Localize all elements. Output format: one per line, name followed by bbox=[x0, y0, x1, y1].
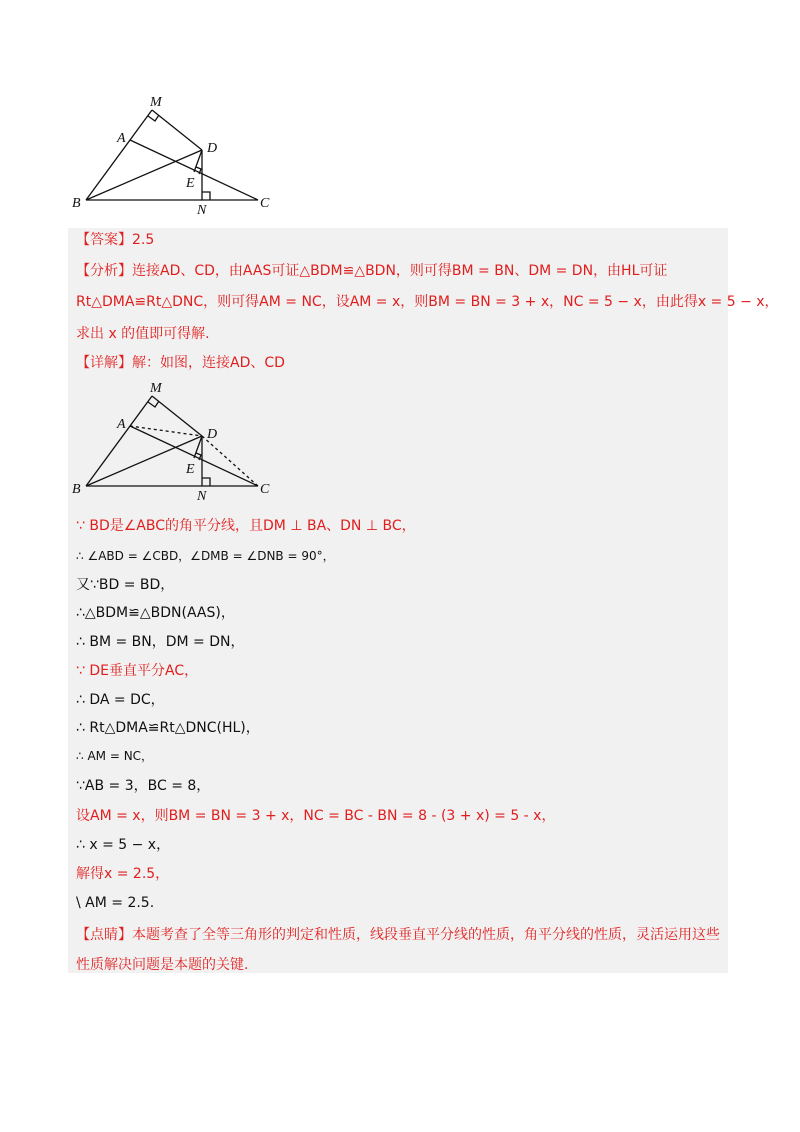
detail-heading: 【详解】解：如图，连接AD、CD bbox=[76, 355, 285, 371]
step-5: ∴ BM = BN，DM = DN， bbox=[76, 634, 245, 650]
segment-AC bbox=[130, 426, 258, 486]
analysis-line-2: Rt△DMA≌Rt△DNC，则可得AM = NC，设AM = x，则BM = BN = 3 + x，NC = 5 − x，由此得x = 5 − x， bbox=[76, 294, 779, 310]
segment-BD bbox=[86, 436, 202, 486]
step-14: \ AM = 2.5. bbox=[76, 895, 155, 911]
label-N: N bbox=[197, 489, 207, 504]
step-7: ∴ DA = DC， bbox=[76, 692, 165, 708]
segment-BM bbox=[86, 110, 152, 200]
right-angle-N bbox=[202, 192, 210, 200]
answer-line: 【答案】2.5 bbox=[76, 232, 155, 248]
label-A: A bbox=[117, 417, 126, 432]
label-B: B bbox=[72, 482, 81, 497]
segment-MD bbox=[152, 396, 202, 436]
step-11: 设AM = x，则BM = BN = 3 + x，NC = BC - BN = 8 - (3 + x) = 5 - x， bbox=[76, 808, 556, 824]
segment-BD bbox=[86, 150, 202, 200]
figure-triangle-2 bbox=[70, 378, 280, 503]
label-N: N bbox=[197, 203, 207, 218]
figure-triangle-1 bbox=[70, 92, 280, 217]
geometry-diagram bbox=[70, 92, 280, 217]
label-M: M bbox=[150, 95, 162, 110]
label-E: E bbox=[186, 462, 195, 477]
label-D: D bbox=[207, 427, 218, 442]
segment-BM bbox=[86, 396, 152, 486]
label-C: C bbox=[260, 482, 270, 497]
step-4: ∴△BDM≌△BDN(AAS)， bbox=[76, 605, 235, 621]
step-6: ∵ DE垂直平分AC， bbox=[76, 663, 199, 679]
comment-line-1: 【点睛】本题考查了全等三角形的判定和性质，线段垂直平分线的性质，角平分线的性质，灵活运用这些 bbox=[76, 927, 720, 943]
analysis-line-1: 【分析】连接AD、CD，由AAS可证△BDM≌△BDN，则可得BM = BN、DM = DN，由HL可证 bbox=[76, 263, 668, 279]
step-13: 解得x = 2.5， bbox=[76, 866, 170, 882]
step-2: ∴ ∠ABD = ∠CBD，∠DMB = ∠DNB = 90°， bbox=[76, 549, 335, 563]
label-E: E bbox=[186, 176, 195, 191]
segment-MD bbox=[152, 110, 202, 150]
label-D: D bbox=[207, 141, 218, 156]
label-C: C bbox=[260, 196, 270, 211]
step-1: ∵ BD是∠ABC的角平分线，且DM ⊥ BA、DN ⊥ BC， bbox=[76, 518, 416, 534]
right-angle-N bbox=[202, 478, 210, 486]
step-8: ∴ Rt△DMA≌Rt△DNC(HL)， bbox=[76, 720, 260, 736]
right-angle-M bbox=[148, 401, 159, 407]
label-M: M bbox=[150, 381, 162, 396]
step-3: 又∵BD = BD， bbox=[76, 577, 175, 593]
step-9: ∴ AM = NC， bbox=[76, 749, 154, 763]
step-10: ∵AB = 3，BC = 8， bbox=[76, 778, 211, 794]
step-12: ∴ x = 5 − x， bbox=[76, 837, 171, 853]
segment-AC bbox=[130, 140, 258, 200]
analysis-line-3: 求出 x 的值即可得解. bbox=[76, 326, 210, 342]
label-B: B bbox=[72, 196, 81, 211]
comment-line-2: 性质解决问题是本题的关键. bbox=[76, 957, 249, 973]
label-A: A bbox=[117, 131, 126, 146]
geometry-diagram-dashed bbox=[70, 378, 280, 503]
right-angle-M bbox=[148, 115, 159, 121]
